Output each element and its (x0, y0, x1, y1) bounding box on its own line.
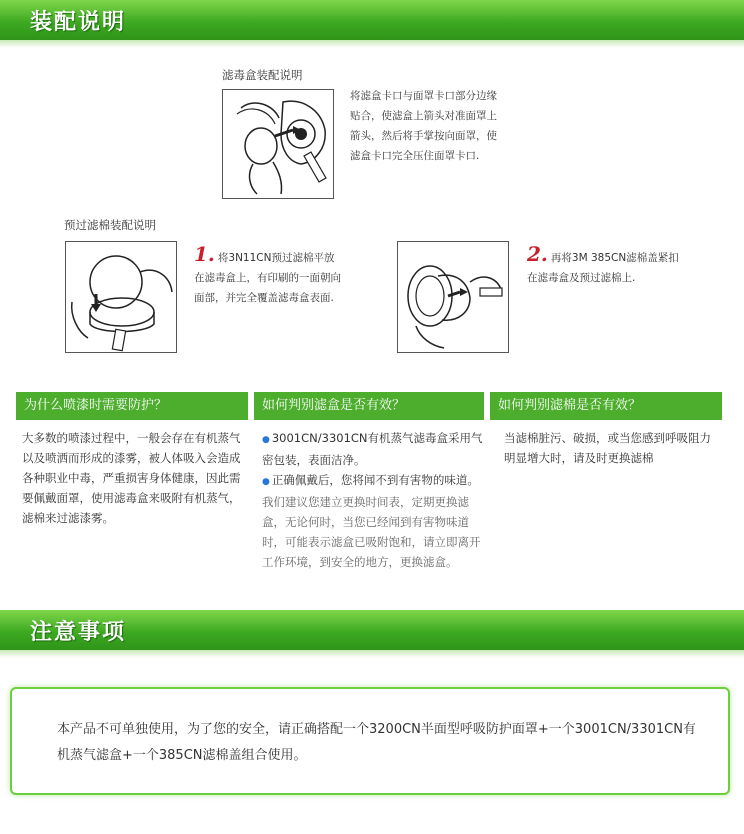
notice-text: 本产品不可单独使用，为了您的安全，请正确搭配一个3200CN半面型呼吸防护面罩+一个3001CN/3301CN有机蒸气滤盒+一个385CN滤棉盖组合使用。 (57, 722, 696, 763)
pre-filter-step1-text (194, 244, 344, 308)
pre-filter-step2-text (527, 244, 687, 288)
bullet-dot-icon: ● (262, 435, 270, 445)
info-bullet-text: 3001CN/3301CN有机蒸气滤毒盒采用气密包装，表面洁净。 (262, 431, 483, 467)
banner-fade (0, 40, 744, 48)
info-body-filter-box-valid (262, 428, 484, 572)
info-bullet-text: 正确佩戴后，您将闻不到有害物的味道。 (271, 473, 479, 487)
info-header-filter-box-valid: 如何判别滤盒是否有效？ (254, 392, 484, 420)
pre-filter-step1-illustration (65, 241, 177, 353)
section-banner-notice (0, 610, 744, 650)
info-header-filter-cotton-valid: 如何判别滤棉是否有效？ (490, 392, 722, 420)
step2-instructions: 再将3M 385CN滤棉盖紧扣在滤毒盒及预过滤棉上. (527, 252, 679, 284)
info-header-why-protect: 为什么喷漆时需要防护？ (16, 392, 248, 420)
pre-filter-step2-illustration (397, 241, 509, 353)
filter-box-illustration (222, 89, 334, 199)
info-recommendation-text: 我们建议您建立更换时间表，定期更换滤盒，无论何时，当您已经闻到有害物味道时，可能表示滤盒已吸附饱和，请立即离开工作环境，到安全的地方，更换滤盒。 (262, 495, 481, 569)
step1-instructions: 将3N11CN预过滤棉平放在滤毒盒上，有印刷的一面朝向面部，并完全覆盖滤毒盒表面. (194, 252, 341, 304)
notice-box (10, 687, 730, 795)
info-body-why-protect: 大多数的喷漆过程中，一般会存在有机蒸气以及喷洒而形成的漆雾，被人体吸入会造成各种职业中毒，严重损害身体健康，因此需要佩戴面罩，使用滤毒盒来吸附有机蒸气，滤棉来过滤漆雾。 (22, 431, 241, 525)
bullet-dot-icon: ● (262, 477, 270, 487)
section-title: 注意事项 (30, 620, 127, 645)
pre-filter-caption: 预过滤棉装配说明 (64, 218, 156, 232)
info-body-filter-cotton-valid: 当滤棉脏污、破损，或当您感到呼吸阻力明显增大时，请及时更换滤棉 (504, 431, 711, 465)
banner-fade (0, 650, 744, 658)
section-banner-assembly (0, 0, 744, 40)
filter-box-caption: 滤毒盒装配说明 (222, 68, 303, 82)
step2-number: 2. (527, 242, 548, 266)
info-bullet-item (262, 428, 484, 470)
filter-box-instructions: 将滤盒卡口与面罩卡口部分边缘贴合，使滤盒上箭头对准面罩上箭头，然后将手掌按向面罩，使滤盒卡口完全压住面罩卡口. (350, 90, 497, 162)
step1-number: 1. (194, 242, 215, 266)
info-bullet-item (262, 470, 484, 492)
section-title: 装配说明 (30, 10, 127, 35)
